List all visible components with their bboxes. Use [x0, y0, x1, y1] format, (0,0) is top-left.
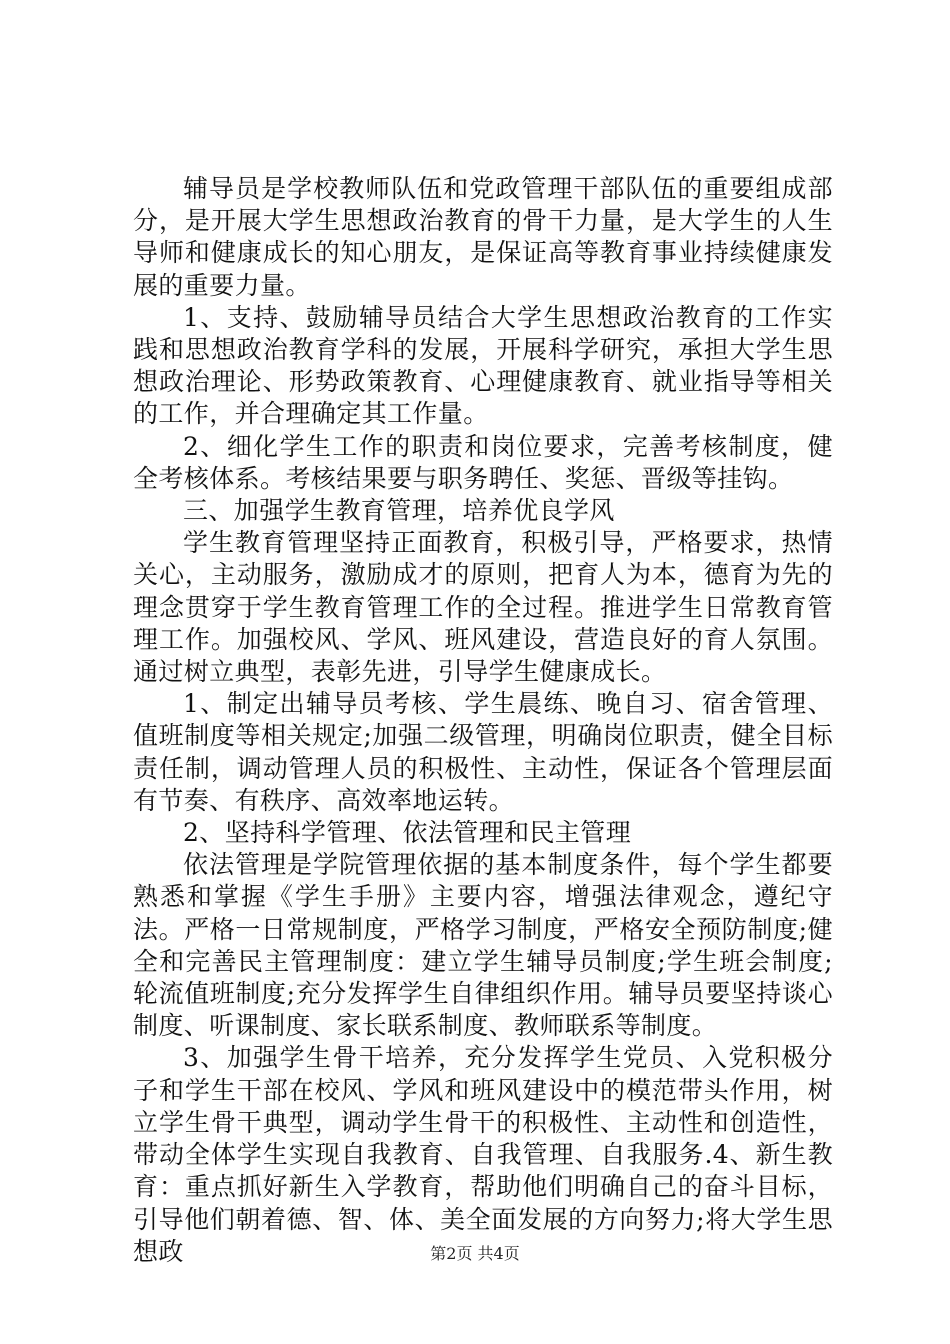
paragraph-item-3-backbone: 3、加强学生骨干培养，充分发挥学生党员、入党积极分子和学生干部在校风、学风和班风建设中的模范带头作用，树立学生骨干典型，调动学生骨干的积极性、主动性和创造性，带动全体学生实现自我教育、自我管理、自我服务.4、新生教育：重点抓好新生入学教育，帮助他们明确自己的奋斗目标，引导他们朝着德、智、体、美全面发展的方向努力;将大学生思想政	[133, 1043, 833, 1266]
page-number-label: 第2页 共4页	[430, 1244, 520, 1263]
page-footer	[0, 1244, 950, 1264]
paragraph-item-2-heading: 2、坚持科学管理、依法管理和民主管理	[183, 818, 632, 848]
section-heading-3: 三、加强学生教育管理，培养优良学风	[183, 496, 615, 526]
paragraph-item-2-assessment: 2、细化学生工作的职责和岗位要求，完善考核制度，健全考核体系。考核结果要与职务聘任、奖惩、晋级等挂钩。	[133, 431, 833, 493]
paragraph-item-1-research: 1、支持、鼓励辅导员结合大学生思想政治教育的工作实践和思想政治教育学科的发展，开展科学研究，承担大学生思想政治理论、形势政策教育、心理健康教育、就业指导等相关的工作，并合理确定其工作量。	[133, 302, 833, 429]
paragraph-item-1-regulations: 1、制定出辅导员考核、学生晨练、晚自习、宿舍管理、值班制度等相关规定;加强二级管理，明确岗位职责，健全目标责任制，调动管理人员的积极性、主动性，保证各个管理层面有节奏、有秩序、高效率地运转。	[133, 689, 833, 815]
paragraph-intro: 辅导员是学校教师队伍和党政管理干部队伍的重要组成部分，是开展大学生思想政治教育的骨干力量，是大学生的人生导师和健康成长的知心朋友，是保证高等教育事业持续健康发展的重要力量。	[133, 174, 833, 300]
paragraph-student-management: 学生教育管理坚持正面教育，积极引导，严格要求，热情关心，主动服务，激励成才的原则，把育人为本，德育为先的理念贯穿于学生教育管理工作的全过程。推进学生日常教育管理工作。加强校风、学风、班风建设，营造良好的育人氛围。通过树立典型，表彰先进，引导学生健康成长。	[133, 528, 833, 687]
paragraph-law-management: 依法管理是学院管理依据的基本制度条件，每个学生都要熟悉和掌握《学生手册》主要内容，增强法律观念，遵纪守法。严格一日常规制度，严格学习制度，严格安全预防制度;健全和完善民主管理制度：建立学生辅导员制度;学生班会制度;轮流值班制度;充分发挥学生自律组织作用。辅导员要坚持谈心制度、听课制度、家长联系制度、教师联系等制度。	[133, 850, 833, 1041]
document-body	[133, 173, 833, 1268]
